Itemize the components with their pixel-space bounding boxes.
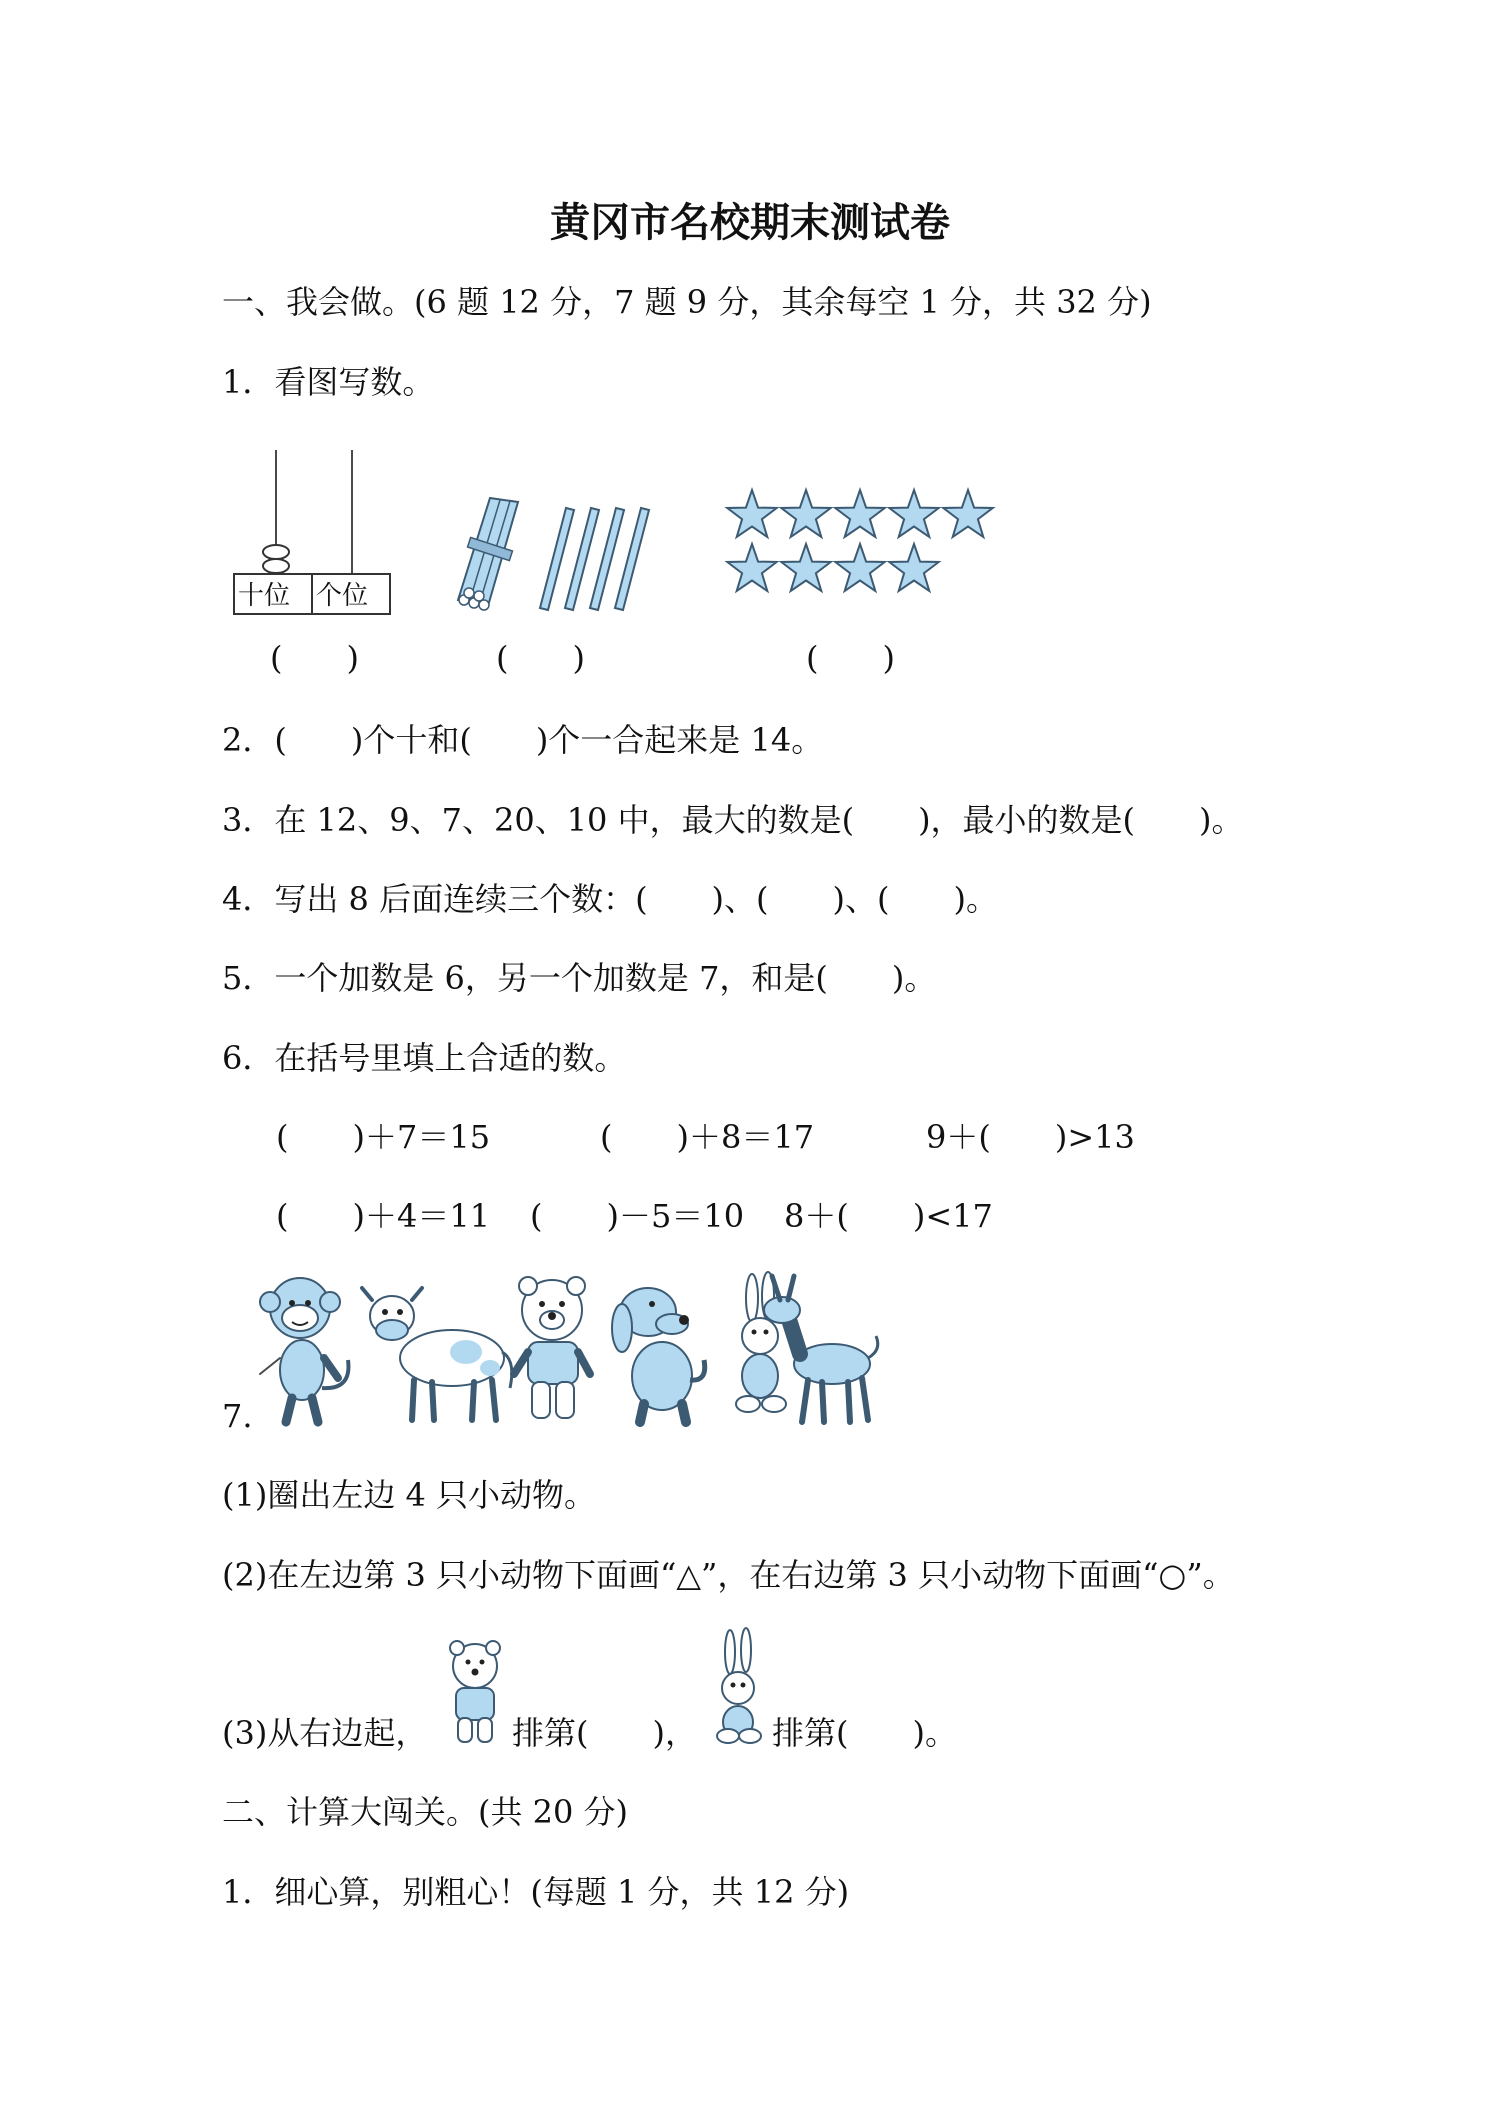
stars-figure xyxy=(722,486,1002,596)
star-icon xyxy=(727,544,776,591)
q6-eq-4: ( )＋4＝11 xyxy=(276,1197,491,1235)
abacus-bead xyxy=(263,545,289,559)
q7-part3-prefix: (3)从右边起， xyxy=(222,1714,428,1752)
section2-heading: 二、计算大闯关。(共 20 分) xyxy=(222,1793,629,1831)
q5-text: 5．一个加数是 6，另一个加数是 7，和是( )。 xyxy=(222,959,937,997)
monkey-icon xyxy=(260,1278,348,1422)
q1-blank-stars[interactable]: ( ) xyxy=(806,639,895,677)
q1-blank-abacus[interactable]: ( ) xyxy=(270,639,359,677)
sticks-figure xyxy=(440,490,670,620)
star-icon xyxy=(835,490,884,537)
q2-text: 2．( )个十和( )个一合起来是 14。 xyxy=(222,721,824,759)
star-icon xyxy=(889,544,938,591)
q7-part2: (2)在左边第 3 只小动物下面画“△”，在右边第 3 只小动物下面画“○”。 xyxy=(222,1556,1235,1594)
stick-bundle-icon xyxy=(458,498,518,610)
star-icon xyxy=(781,544,830,591)
q6-eq-3: 9＋( )>13 xyxy=(926,1118,1135,1156)
q7-part1: (1)圈出左边 4 只小动物。 xyxy=(222,1476,597,1514)
q6-eq-5: ( )－5＝10 xyxy=(530,1197,745,1235)
q4-text: 4．写出 8 后面连续三个数：( )、( )、( )。 xyxy=(222,880,998,918)
section1-heading: 一、我会做。(6 题 12 分，7 题 9 分，其余每空 1 分，共 32 分) xyxy=(222,283,1152,321)
q3-text: 3．在 12、9、7、20、10 中，最大的数是( )，最小的数是( )。 xyxy=(222,801,1244,839)
q7-part3-mid: 排第( )， xyxy=(512,1714,697,1752)
q6-eq-1: ( )＋7＝15 xyxy=(276,1118,491,1156)
cow-icon xyxy=(362,1288,512,1420)
q7-number: 7. xyxy=(222,1397,253,1435)
section2-q1-text: 1．细心算，别粗心！(每题 1 分，共 12 分) xyxy=(222,1873,850,1911)
abacus-bead xyxy=(263,559,289,573)
star-icon xyxy=(727,490,776,537)
star-icon xyxy=(835,544,884,591)
q6-eq-6: 8＋( )<17 xyxy=(784,1197,993,1235)
q1-text: 1．看图写数。 xyxy=(222,363,435,401)
abacus-label-ones: 个位 xyxy=(316,581,369,611)
animals-row xyxy=(252,1270,872,1430)
dog-icon xyxy=(612,1288,705,1422)
page-title: 黄冈市名校期末测试卷 xyxy=(550,200,950,246)
star-icon xyxy=(781,490,830,537)
q7-part3-end: 排第( )。 xyxy=(772,1714,957,1752)
q1-blank-sticks[interactable]: ( ) xyxy=(496,639,585,677)
q6-text: 6．在括号里填上合适的数。 xyxy=(222,1039,627,1077)
q6-eq-2: ( )＋8＝17 xyxy=(600,1118,815,1156)
star-icon xyxy=(889,490,938,537)
rabbit-icon xyxy=(708,1628,768,1744)
abacus-label-tens: 十位 xyxy=(238,581,291,611)
star-icon xyxy=(943,490,992,537)
bear-icon xyxy=(442,1636,508,1744)
bear-icon xyxy=(514,1277,590,1418)
